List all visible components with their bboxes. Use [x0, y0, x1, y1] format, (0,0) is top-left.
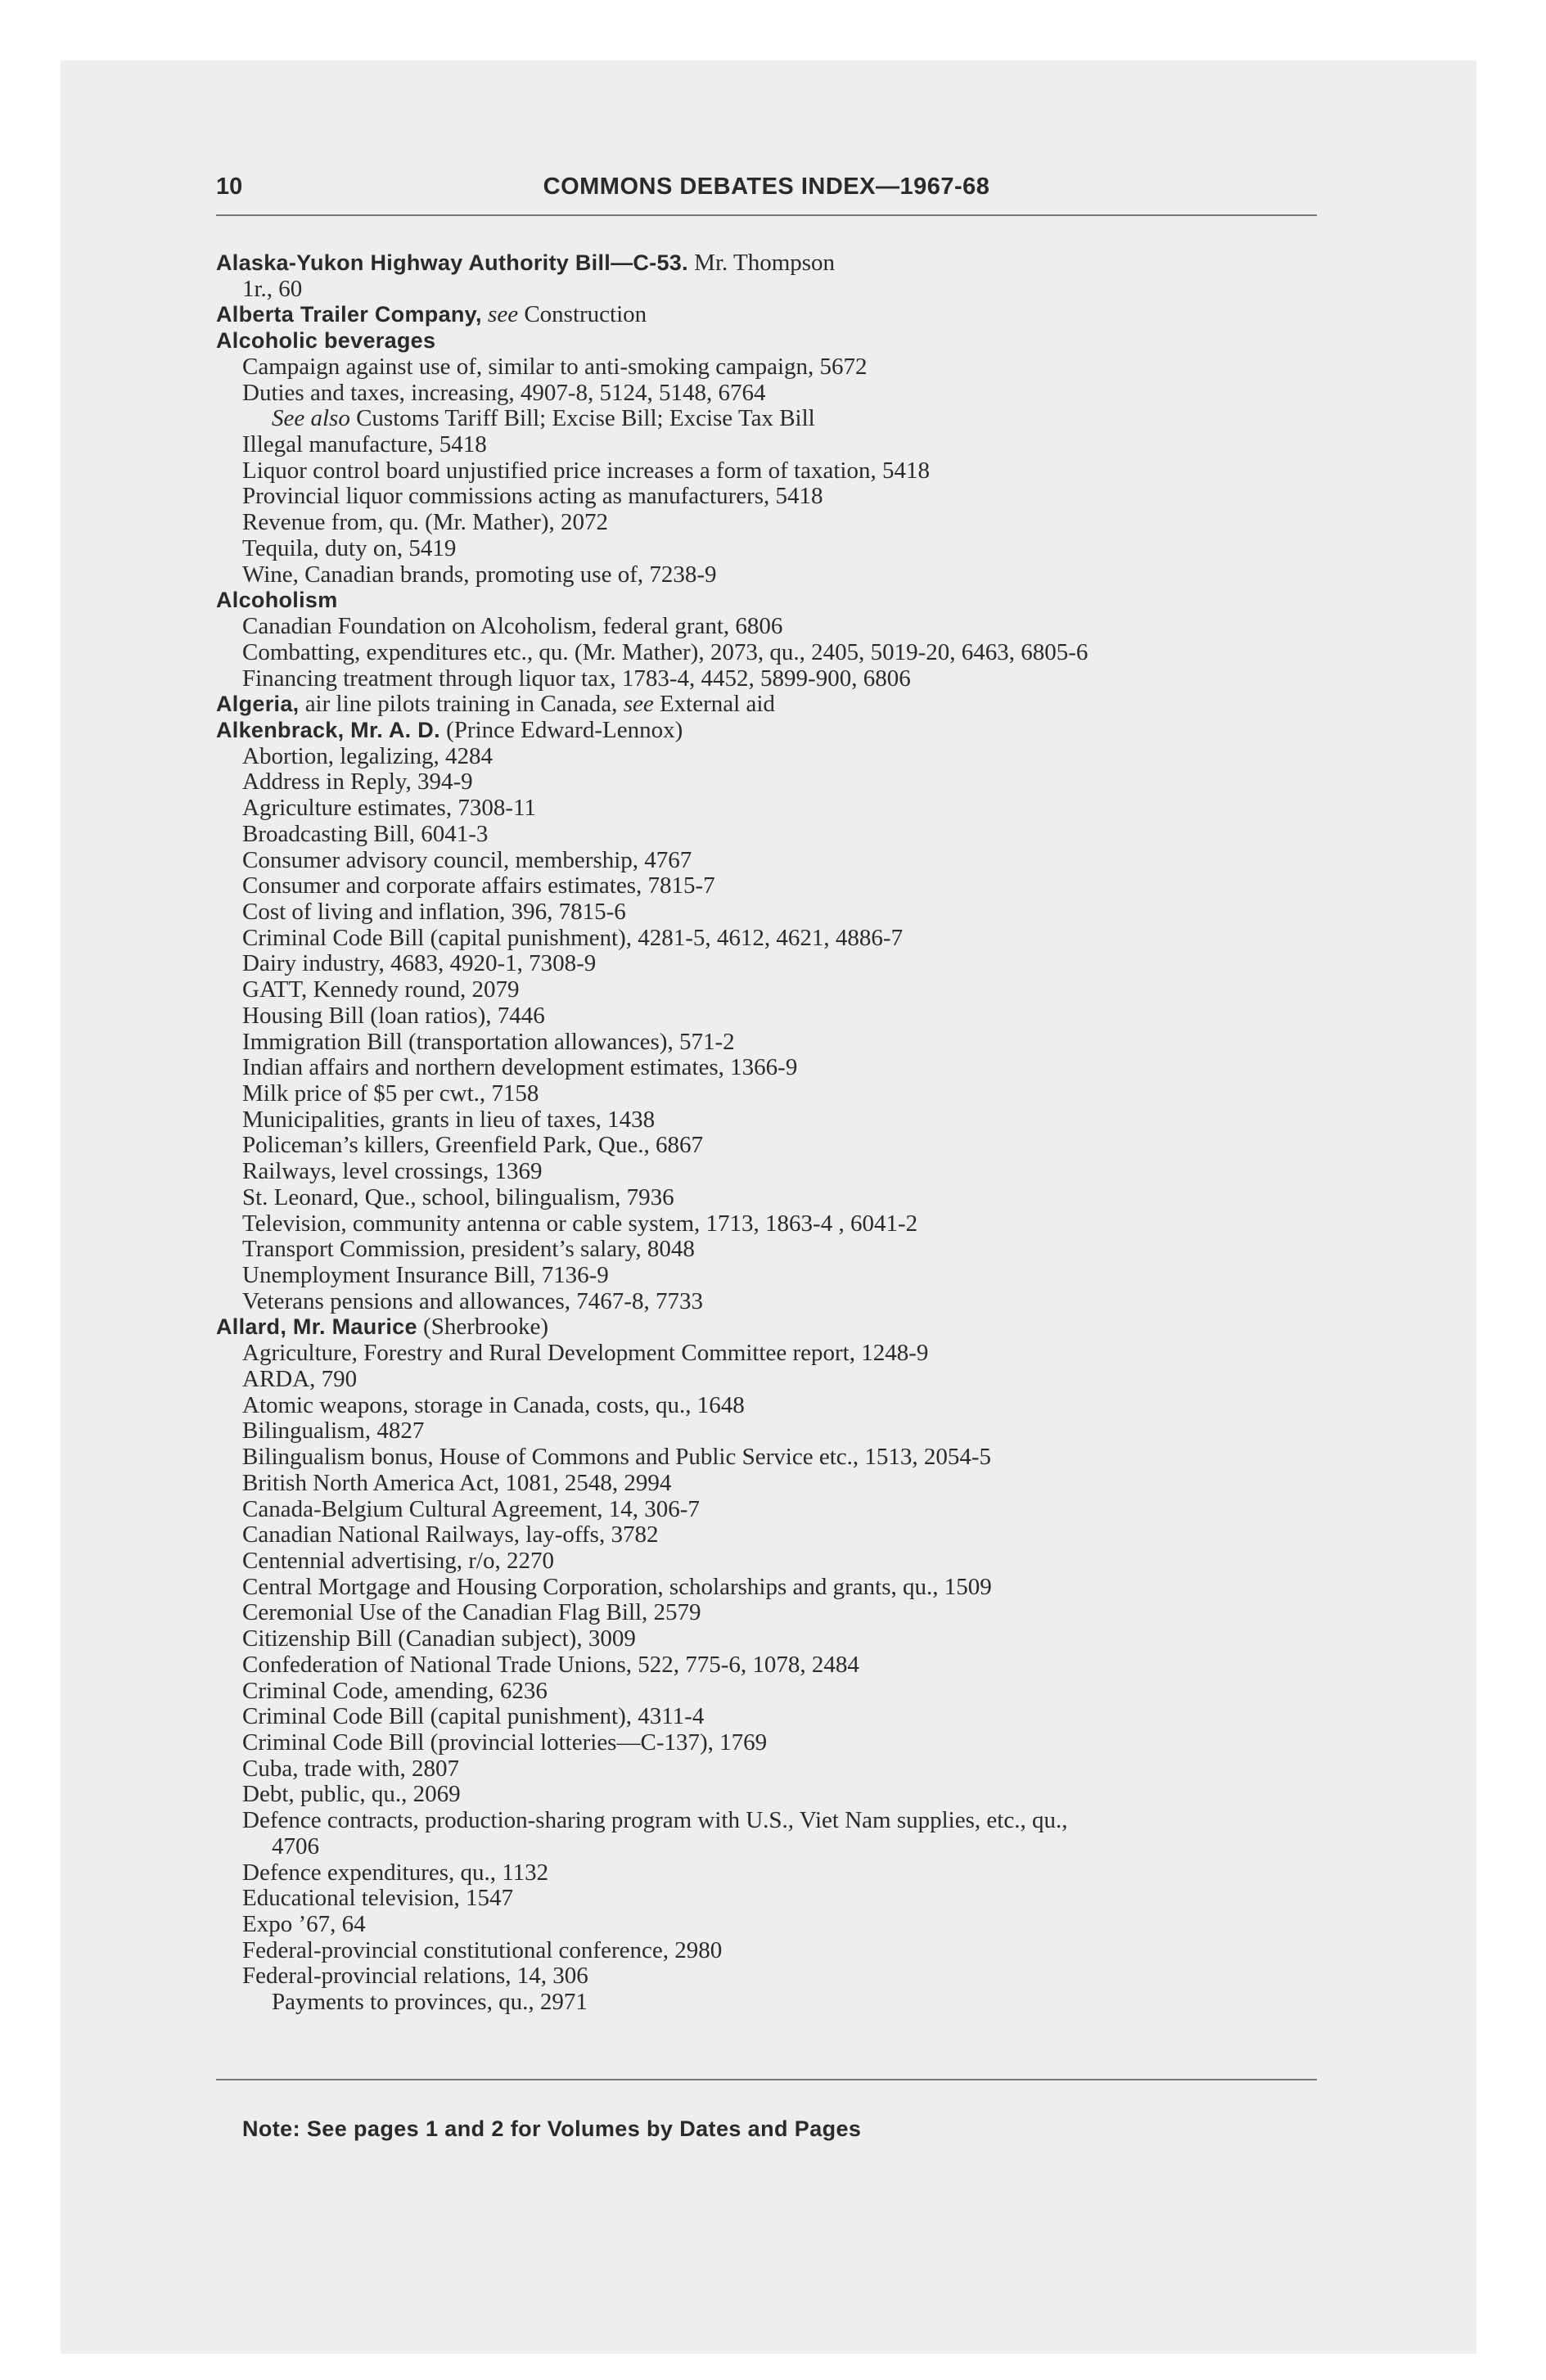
entry-text: 4706 — [272, 1832, 319, 1859]
index-subentry — [216, 1341, 1317, 1367]
header-rule — [216, 214, 1317, 216]
index-subentry — [216, 484, 1317, 510]
index-subentry — [216, 1081, 1317, 1107]
index-subentry — [216, 381, 1317, 407]
index-subentry — [216, 1886, 1317, 1912]
footer-rule — [216, 2079, 1317, 2080]
entry-text: Unemployment Insurance Bill, 7136-9 — [242, 1262, 609, 1289]
entry-text: Criminal Code Bill (provincial lotteries—C-137), 1769 — [242, 1729, 768, 1756]
entry-text: Agriculture estimates, 7308-11 — [242, 795, 536, 822]
see-reference: See also — [272, 405, 350, 432]
index-subentry — [216, 1963, 1317, 1990]
entry-heading: Alkenbrack, Mr. A. D. — [216, 717, 440, 742]
entry-text: Federal-provincial relations, 14, 306 — [242, 1963, 588, 1990]
index-subentry — [216, 1679, 1317, 1705]
entry-text: St. Leonard, Que., school, bilingualism, 7936 — [242, 1183, 674, 1210]
index-subentry — [216, 1808, 1317, 1834]
footnote: Note: See pages 1 and 2 for Volumes by Dates and Pages — [242, 2116, 862, 2141]
index-subentry — [216, 1055, 1317, 1081]
index-subentry — [216, 1185, 1317, 1211]
index-subentry — [216, 1159, 1317, 1185]
entry-text: Tequila, duty on, 5419 — [242, 534, 457, 561]
entry-text: Transport Commission, president’s salary, 8048 — [242, 1236, 695, 1263]
index-subentry — [216, 1289, 1317, 1315]
index-subentry — [216, 1497, 1317, 1523]
index-subentry — [216, 666, 1317, 692]
see-reference: see — [623, 691, 654, 718]
index-subentry — [216, 926, 1317, 952]
entry-text: Central Mortgage and Housing Corporation, scholarships and grants, qu., 1509 — [242, 1573, 992, 1600]
entry-text: Television, community antenna or cable system, 1713, 1863-4 , 6041-2 — [242, 1210, 918, 1237]
page-header — [216, 174, 1317, 210]
entry-text: GATT, Kennedy round, 2079 — [242, 976, 520, 1003]
entry-text: Canadian National Railways, lay-offs, 3782 — [242, 1521, 659, 1548]
running-head: COMMONS DEBATES INDEX—1967-68 — [543, 174, 990, 200]
see-reference: see — [488, 301, 519, 328]
index-subentry — [216, 1133, 1317, 1159]
index-list — [216, 250, 1317, 2016]
index-subentry — [216, 1418, 1317, 1445]
page-number: 10 — [216, 174, 243, 200]
index-subentry — [216, 354, 1317, 381]
entry-text: Customs Tariff Bill; Excise Bill; Excise Tax Bill — [356, 405, 815, 432]
entry-text: Ceremonial Use of the Canadian Flag Bill, 2579 — [242, 1599, 701, 1626]
index-subentry — [216, 458, 1317, 485]
index-subentry — [216, 1237, 1317, 1263]
index-subentry — [216, 1730, 1317, 1756]
entry-text: Consumer and corporate affairs estimates, 7815-7 — [242, 872, 715, 899]
entry-text: British North America Act, 1081, 2548, 2994 — [242, 1469, 672, 1496]
index-heading-entry — [216, 692, 1317, 718]
index-subentry — [216, 640, 1317, 666]
index-subentry — [216, 1756, 1317, 1783]
entry-heading: Alcoholism — [216, 588, 338, 613]
entry-text: Broadcasting Bill, 6041-3 — [242, 820, 489, 847]
index-subentry — [216, 1652, 1317, 1679]
index-subentry — [216, 1211, 1317, 1237]
entry-text: Atomic weapons, storage in Canada, costs, qu., 1648 — [242, 1391, 745, 1418]
index-subentry — [216, 822, 1317, 848]
index-subentry — [216, 744, 1317, 770]
entry-text: Combatting, expenditures etc., qu. (Mr. Mather), 2073, qu., 2405, 5019-20, 6463, 6805-6 — [242, 638, 1089, 665]
index-subentry — [216, 432, 1317, 458]
index-subentry — [216, 873, 1317, 899]
entry-text: Bilingualism, 4827 — [242, 1418, 425, 1445]
index-subentry — [216, 1393, 1317, 1419]
index-heading-entry — [216, 588, 1317, 614]
entry-text: Duties and taxes, increasing, 4907-8, 5124, 5148, 6764 — [242, 379, 766, 406]
index-subentry — [216, 1990, 1317, 2016]
entry-heading: Allard, Mr. Maurice — [216, 1314, 417, 1340]
entry-text: Debt, public, qu., 2069 — [242, 1781, 461, 1808]
entry-text: (Prince Edward-Lennox) — [446, 716, 683, 743]
entry-text: Municipalities, grants in lieu of taxes, 1438 — [242, 1106, 656, 1133]
index-subentry — [216, 1912, 1317, 1938]
index-heading-entry — [216, 328, 1317, 354]
entry-text: ARDA, 790 — [242, 1365, 358, 1392]
entry-text: Canada-Belgium Cultural Agreement, 14, 306-7 — [242, 1495, 700, 1522]
entry-text: External aid — [659, 691, 775, 718]
entry-heading: Algeria, — [216, 692, 300, 717]
index-subentry — [216, 1548, 1317, 1575]
index-subentry — [216, 1575, 1317, 1601]
index-heading-entry — [216, 250, 1317, 277]
index-subentry — [216, 1003, 1317, 1030]
entry-text: Confederation of National Trade Unions, 522, 775-6, 1078, 2484 — [242, 1651, 859, 1678]
index-subentry — [216, 1834, 1317, 1860]
index-subentry — [216, 1938, 1317, 1964]
index-subentry — [216, 899, 1317, 926]
index-subentry — [216, 1782, 1317, 1808]
entry-text: Criminal Code Bill (capital punishment), 4281-5, 4612, 4621, 4886-7 — [242, 924, 904, 951]
index-subentry — [216, 1626, 1317, 1652]
index-subentry — [216, 1600, 1317, 1626]
index-subentry — [216, 977, 1317, 1003]
index-subentry — [216, 277, 1317, 303]
index-heading-entry — [216, 1314, 1317, 1341]
entry-text: Immigration Bill (transportation allowances), 571-2 — [242, 1028, 735, 1055]
index-subentry — [216, 1471, 1317, 1497]
entry-text: Address in Reply, 394-9 — [242, 769, 473, 796]
index-subentry — [216, 1522, 1317, 1548]
index-subentry — [216, 1030, 1317, 1056]
index-subentry — [216, 769, 1317, 796]
index-subentry — [216, 796, 1317, 822]
entry-text: Canadian Foundation on Alcoholism, federal grant, 6806 — [242, 613, 783, 640]
entry-text: Financing treatment through liquor tax, 1783-4, 4452, 5899-900, 6806 — [242, 665, 911, 692]
entry-heading: Alberta Trailer Company, — [216, 302, 482, 327]
entry-text: Centennial advertising, r/o, 2270 — [242, 1547, 554, 1574]
index-subentry — [216, 1860, 1317, 1886]
entry-text: Defence expenditures, qu., 1132 — [242, 1859, 549, 1886]
entry-text: Liquor control board unjustified price increases a form of taxation, 5418 — [242, 457, 930, 484]
entry-text: Defence contracts, production-sharing program with U.S., Viet Nam supplies, etc., qu., — [242, 1807, 1068, 1834]
entry-text: Campaign against use of, similar to anti-smoking campaign, 5672 — [242, 353, 868, 380]
index-subentry — [216, 1445, 1317, 1471]
index-subentry — [216, 1704, 1317, 1730]
index-subentry — [216, 510, 1317, 536]
index-subentry — [216, 406, 1317, 432]
entry-text: Revenue from, qu. (Mr. Mather), 2072 — [242, 509, 608, 536]
entry-text: Abortion, legalizing, 4284 — [242, 742, 494, 769]
entry-text: 1r., 60 — [242, 275, 303, 302]
entry-text: Mr. Thompson — [694, 250, 836, 276]
entry-text: Federal-provincial constitutional conference, 2980 — [242, 1936, 723, 1963]
index-subentry — [216, 562, 1317, 588]
index-subentry — [216, 536, 1317, 562]
entry-text: Railways, level crossings, 1369 — [242, 1158, 543, 1185]
entry-text: Payments to provinces, qu., 2971 — [272, 1989, 588, 2016]
index-subentry — [216, 614, 1317, 640]
entry-text: Educational television, 1547 — [242, 1885, 514, 1912]
index-subentry — [216, 1107, 1317, 1134]
entry-text: Milk price of $5 per cwt., 7158 — [242, 1080, 539, 1107]
index-subentry — [216, 1367, 1317, 1393]
entry-text: Housing Bill (loan ratios), 7446 — [242, 1002, 545, 1029]
entry-heading: Alaska-Yukon Highway Authority Bill—C-53. — [216, 250, 688, 275]
entry-text: Provincial liquor commissions acting as manufacturers, 5418 — [242, 483, 823, 510]
entry-text: Indian affairs and northern development estimates, 1366-9 — [242, 1054, 798, 1081]
entry-text: Consumer advisory council, membership, 4767 — [242, 846, 692, 873]
entry-text: Bilingualism bonus, House of Commons and Public Service etc., 1513, 2054-5 — [242, 1444, 992, 1471]
index-subentry — [216, 848, 1317, 874]
entry-heading: Alcoholic beverages — [216, 328, 436, 354]
entry-text: Criminal Code, amending, 6236 — [242, 1677, 548, 1704]
index-subentry — [216, 1263, 1317, 1289]
entry-text: Cost of living and inflation, 396, 7815-6 — [242, 898, 626, 925]
index-heading-entry — [216, 302, 1317, 328]
entry-text: Policeman’s killers, Greenfield Park, Que., 6867 — [242, 1132, 703, 1159]
entry-text: (Sherbrooke) — [423, 1314, 549, 1341]
index-heading-entry — [216, 718, 1317, 744]
entry-text: Construction — [524, 301, 647, 328]
entry-text: Cuba, trade with, 2807 — [242, 1755, 459, 1782]
entry-text: Agriculture, Forestry and Rural Development Committee report, 1248-9 — [242, 1340, 929, 1367]
entry-text: Illegal manufacture, 5418 — [242, 431, 487, 458]
entry-text: air line pilots training in Canada, — [304, 691, 618, 718]
entry-text: Citizenship Bill (Canadian subject), 3009 — [242, 1625, 636, 1652]
index-subentry — [216, 951, 1317, 977]
entry-text: Veterans pensions and allowances, 7467-8, 7733 — [242, 1287, 703, 1314]
entry-text: Expo ’67, 64 — [242, 1911, 366, 1937]
entry-text: Wine, Canadian brands, promoting use of, 7238-9 — [242, 561, 717, 588]
entry-text: Dairy industry, 4683, 4920-1, 7308-9 — [242, 950, 597, 977]
entry-text: Criminal Code Bill (capital punishment), 4311-4 — [242, 1703, 705, 1730]
